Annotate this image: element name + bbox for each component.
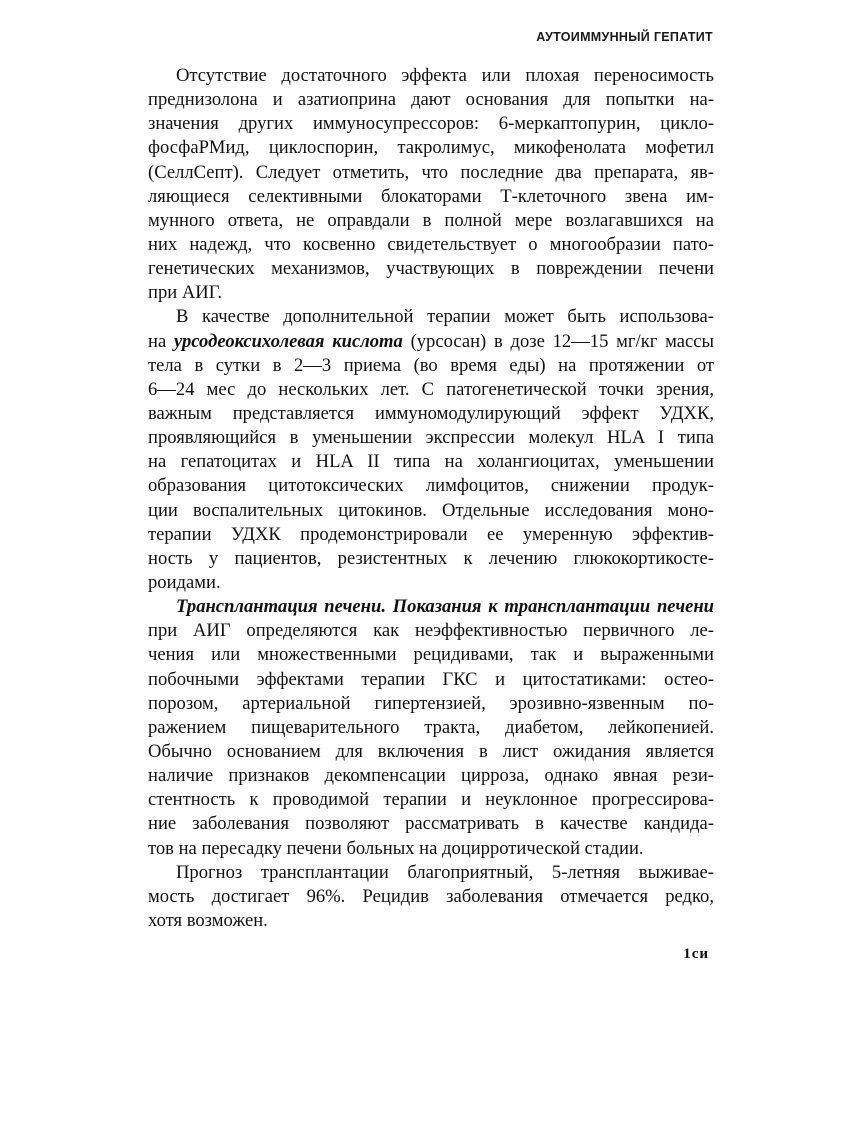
text-line: них надежд, что косвенно свидетельствует о многообразии пато- <box>148 233 714 255</box>
text-line: фосфаРМид, циклоспорин, такролимус, микофенолата мофетил <box>148 137 714 159</box>
text-line: тела в сутки в 2—3 приема (во время еды) на протяжении от <box>148 354 714 376</box>
text-line: Прогноз трансплантации благоприятный, 5-летняя выживае- <box>176 861 714 883</box>
text-line: ляющиеся селективными блокаторами Т-клеточного звена им- <box>148 185 714 207</box>
section-heading: Трансплантация печени. Показания к трансплантации печени <box>176 596 714 618</box>
text-line: мость достигает 96%. Рецидив заболевания отмечается редко, <box>148 885 714 907</box>
text-line: хотя возможен. <box>148 909 268 931</box>
text-line: тов на пересадку печени больных на доцирротической стадии. <box>148 837 644 859</box>
paragraph <box>148 595 714 861</box>
text-line: значения других иммуносупрессоров: 6-меркаптопурин, цикло- <box>148 113 714 135</box>
text-line: мунного ответа, не оправдали в полной мере возлагавшихся на <box>148 209 714 231</box>
text-line: ражением пищеварительного тракта, диабетом, лейкопенией. <box>148 716 714 738</box>
text-line: роидами. <box>148 571 221 593</box>
text-line: при АИГ. <box>148 282 223 304</box>
text-line: проявляющийся в уменьшении экспрессии молекул HLA I типа <box>148 427 714 449</box>
text-line: стентность к проводимой терапии и неуклонное прогрессирова- <box>148 789 714 811</box>
text-line: ние заболевания позволяют рассматривать в качестве кандида- <box>148 813 714 835</box>
text-line: ции воспалительных цитокинов. Отдельные исследования моно- <box>148 499 714 521</box>
text-line: порозом, артериальной гипертензией, эрозивно-язвенным по- <box>148 692 714 714</box>
paragraph <box>148 305 714 595</box>
text-line: (СеллСепт). Следует отметить, что последние два препарата, яв- <box>148 161 714 183</box>
text-line: Отсутствие достаточного эффекта или плохая переносимость <box>176 65 714 86</box>
text-line: чения или множественными рецидивами, так и выраженными <box>148 644 714 666</box>
text-line: образования цитотоксических лимфоцитов, снижении продук- <box>148 475 714 497</box>
text-line: побочными эффектами терапии ГКС и цитостатиками: остео- <box>148 668 714 690</box>
text-line: наличие признаков декомпенсации цирроза, однако явная рези- <box>148 765 714 787</box>
emphasized-term: урсодеоксихолевая кислота <box>173 330 403 352</box>
text-run: на <box>148 330 174 352</box>
text-line: генетических механизмов, участвующих в повреждении печени <box>148 258 714 280</box>
text-line: при АИГ определяются как неэффективностью первичного ле- <box>148 620 714 642</box>
text-line: 6—24 мес до нескольких лет. С патогенетической точки зрения, <box>148 378 714 400</box>
paragraph <box>148 64 714 305</box>
text-line <box>148 330 714 354</box>
text-line: терапии УДХК продемонстрировали ее умеренную эффектив- <box>148 523 714 545</box>
text-line: на гепатоцитах и HLA II типа на холангиоцитах, уменьшении <box>148 451 714 473</box>
text-line: важным представляется иммуномодулирующий эффект УДХК, <box>148 402 714 424</box>
text-line: Обычно основанием для включения в лист ожидания является <box>148 740 714 762</box>
text-run: (урсосан) в дозе 12—15 мг/кг массы <box>402 330 714 352</box>
text-line: преднизолона и азатиоприна дают основания для попытки на- <box>148 89 714 111</box>
body-text <box>148 64 714 933</box>
text-line: ность у пациентов, резистентных к лечению глюкокортикосте- <box>148 547 714 569</box>
running-header: АУТОИММУННЫЙ ГЕПАТИТ <box>536 30 713 44</box>
page-folio: 1си <box>683 946 709 962</box>
text-line: В качестве дополнительной терапии может быть использова- <box>176 306 714 328</box>
paragraph <box>148 861 714 933</box>
